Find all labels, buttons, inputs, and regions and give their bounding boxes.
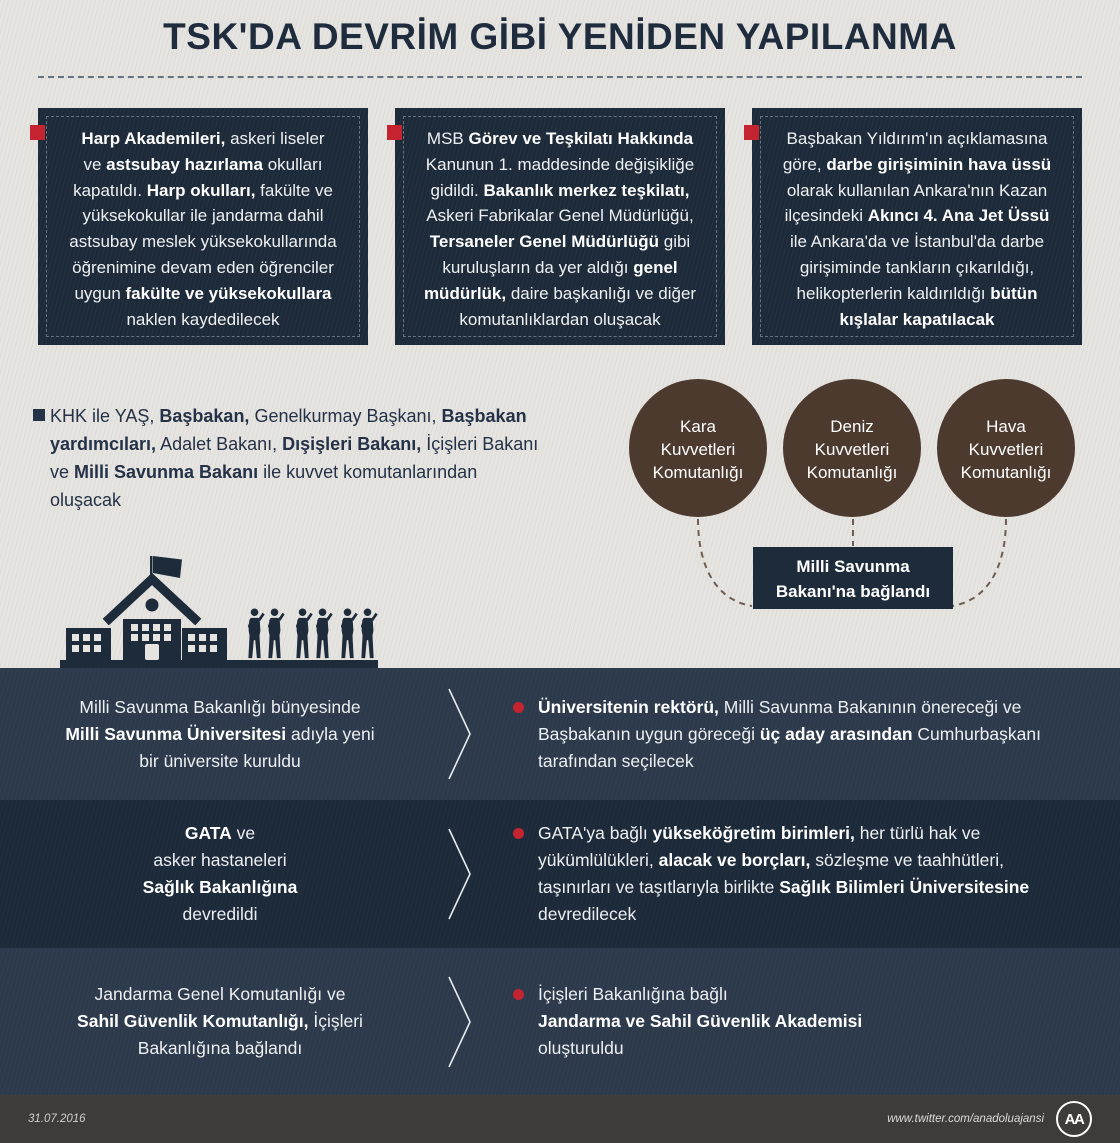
band-right-text-content: İçişleri Bakanlığına bağlı Jandarma ve Sahil Güvenlik Akademisi oluşturuldu [538, 984, 863, 1058]
info-box-text: Harp Akademileri, askeri liseler ve astsubay hazırlama okulları kapatıldı. Harp okulları, fakülte ve yüksekokullar ile jandarma dahil astsubay meslek yüksekokullarında öğrenimine devam eden öğrenciler uygun fakülte ve yüksekokullara naklen kaydedilecek [69, 129, 337, 329]
footer [0, 1095, 1120, 1143]
band-right-text-content: Üniversitenin rektörü, Milli Savunma Bakanının önereceği ve Başbakanın uygun göreceği üç aday arasından Cumhurbaşkanı tarafından seçilecek [538, 696, 1041, 771]
khk-note [33, 402, 613, 514]
top-boxes-row [38, 108, 1082, 345]
info-box-text: Başbakan Yıldırım'ın açıklamasına göre, darbe girişiminin hava üssü olarak kullanılan Ankara'nın Kazan ilçesindeki Akıncı 4. Ana Jet Üssü ile Ankara'da ve İstanbul'da darbe girişiminde tankların çıkarıldığı, helikopterlerin kaldırıldığı bütün kışlalar kapatılacak [782, 129, 1052, 329]
info-box-kislalar [752, 108, 1082, 345]
footer-twitter-handle: www.twitter.com/anadoluajansi [887, 1113, 1044, 1125]
title-divider [38, 76, 1082, 78]
red-bullet-icon [513, 702, 524, 713]
red-square-marker [30, 125, 45, 140]
connector-right [952, 519, 1006, 606]
band-right-text [513, 694, 1081, 775]
info-box-harp-akademileri [38, 108, 368, 345]
anadolu-agency-logo: AA [1056, 1101, 1092, 1137]
band-row-jandarma [0, 948, 1120, 1095]
page-title: TSK'DA DEVRİM GİBİ YENİDEN YAPILANMA [163, 16, 957, 57]
band-left-text: Milli Savunma Bakanlığı bünyesinde Milli Savunma Üniversitesi adıyla yeni bir üniversite kuruldu [65, 696, 375, 771]
force-circle-deniz: Deniz Kuvvetleri Komutanlığı [783, 379, 921, 517]
ministry-box: Milli Savunma Bakanı'na bağlandı [753, 547, 953, 609]
red-bullet-icon [513, 989, 524, 1000]
band-left-text: Jandarma Genel Komutanlığı ve Sahil Güvenlik Komutanlığı, İçişleri Bakanlığına bağlandı [77, 984, 363, 1058]
red-bullet-icon [513, 828, 524, 839]
chevron-divider-icon [440, 975, 480, 1069]
red-square-marker [387, 125, 402, 140]
info-box-msb-teskilat [395, 108, 725, 345]
chevron-divider-icon [440, 687, 480, 781]
force-circle-kara: Kara Kuvvetleri Komutanlığı [629, 379, 767, 517]
force-circle-hava: Hava Kuvvetleri Komutanlığı [937, 379, 1075, 517]
band-left-text: GATA ve asker hastaneleri Sağlık Bakanlığına devredildi [142, 823, 298, 924]
red-square-marker [744, 125, 759, 140]
band-row-gata [0, 800, 1120, 948]
info-box-text: MSB Görev ve Teşkilatı Hakkında Kanunun 1. maddesinde değişikliğe gidildi. Bakanlık merkez teşkilatı, Askeri Fabrikalar Genel Müdürlüğü, Tersaneler Genel Müdürlüğü gibi kuruluşların da yer aldığı genel müdürlük, daire başkanlığı ve diğer komutanlıklardan oluşacak [423, 129, 697, 329]
school-building-icon [66, 556, 227, 660]
band-right-text [513, 981, 902, 1062]
ground-bar [60, 660, 378, 668]
connector-left [698, 519, 752, 606]
band-row-universite [0, 668, 1120, 800]
chevron-divider-icon [440, 827, 480, 921]
band-right-text [513, 820, 1069, 928]
square-bullet-icon [33, 409, 45, 421]
footer-date: 31.07.2016 [28, 1113, 86, 1125]
building-soldiers-illustration [60, 553, 380, 668]
band-right-text-content: GATA'ya bağlı yükseköğretim birimleri, her türlü hak ve yükümlülükleri, alacak ve borçları, sözleşme ve taahhütleri, taşınırları ve taşıtlarıyla birlikte Sağlık Bilimleri Üniversitesine devredilecek [538, 823, 1030, 924]
saluting-soldiers-icons [248, 608, 378, 658]
khk-note-text: KHK ile YAŞ, Başbakan, Genelkurmay Başkanı, Başbakan yardımcıları, Adalet Bakanı, Dışişleri Bakanı, İçişleri Bakanı ve Milli Savunma Bakanı ile kuvvet komutanlarından oluşacak [50, 406, 539, 510]
